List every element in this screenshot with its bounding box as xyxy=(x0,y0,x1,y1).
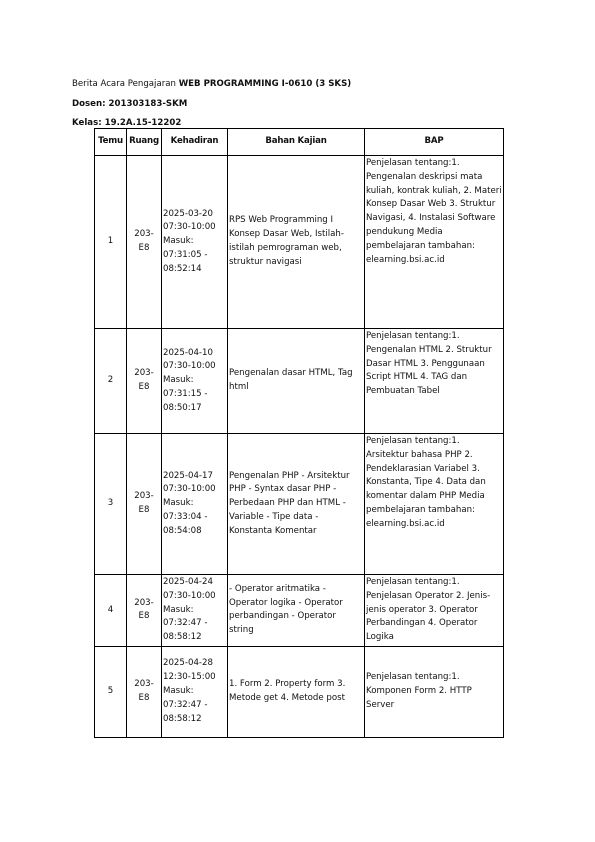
cell-ruang: 203- E8 xyxy=(127,156,162,329)
table-row xyxy=(95,329,504,434)
course-title xyxy=(72,78,351,98)
cell-kehadiran: 2025-04-10 07:30-10:00 Masuk: 07:31:15 - 08:50:17 xyxy=(162,329,228,434)
course-title-prefix: Berita Acara Pengajaran xyxy=(72,79,176,89)
cell-bahan-kajian: Pengenalan dasar HTML, Tag html xyxy=(228,329,365,434)
column-header-kehadiran: Kehadiran xyxy=(162,129,228,156)
cell-bap: Penjelasan tentang:1. Pengenalan HTML 2. Struktur Dasar HTML 3. Penggunaan Script HTML 4. TAG dan Pembuatan Tabel xyxy=(365,329,504,434)
cell-ruang: 203- E8 xyxy=(127,646,162,737)
cell-temu: 5 xyxy=(95,646,127,737)
cell-temu: 4 xyxy=(95,575,127,647)
cell-ruang: 203- E8 xyxy=(127,329,162,434)
table-row xyxy=(95,575,504,647)
table-row xyxy=(95,646,504,737)
column-header-ruang: Ruang xyxy=(127,129,162,156)
column-header-bap: BAP xyxy=(365,129,504,156)
cell-bahan-kajian: Pengenalan PHP - Arsitektur PHP - Syntax dasar PHP - Perbedaan PHP dan HTML - Variable - Tipe data - Konstanta Komentar xyxy=(228,434,365,575)
lecturer-line: Dosen: 201303183-SKM xyxy=(72,98,188,109)
column-header-bahan-kajian: Bahan Kajian xyxy=(228,129,365,156)
cell-bahan-kajian: 1. Form 2. Property form 3. Metode get 4. Metode post xyxy=(228,646,365,737)
teaching-report-table xyxy=(94,128,504,738)
cell-kehadiran: 2025-04-17 07:30-10:00 Masuk: 07:33:04 - 08:54:08 xyxy=(162,434,228,575)
cell-ruang: 203- E8 xyxy=(127,434,162,575)
cell-bap: Penjelasan tentang:1. Komponen Form 2. HTTP Server xyxy=(365,646,504,737)
cell-kehadiran: 2025-04-28 12:30-15:00 Masuk: 07:32:47 - 08:58:12 xyxy=(162,646,228,737)
course-title-name: WEB PROGRAMMING I-0610 (3 SKS) xyxy=(178,79,352,89)
table-row xyxy=(95,434,504,575)
cell-bahan-kajian: RPS Web Programming I Konsep Dasar Web, Istilah-istilah pemrograman web, struktur navigasi xyxy=(228,156,365,329)
cell-bap: Penjelasan tentang:1. Penjelasan Operator 2. Jenis-jenis operator 3. Operator Perbandingan 4. Operator Logika xyxy=(365,575,504,647)
column-header-temu: Temu xyxy=(95,129,127,156)
class-line: Kelas: 19.2A.15-12202 xyxy=(72,118,182,128)
cell-temu: 1 xyxy=(95,156,127,329)
cell-bahan-kajian: - Operator aritmatika - Operator logika - Operator perbandingan - Operator string xyxy=(228,575,365,647)
cell-bap: Penjelasan tentang:1. Pengenalan deskripsi mata kuliah, kontrak kuliah, 2. Materi Konsep Dasar Web 3. Struktur Navigasi, 4. Instalasi Software pendukung Media pembelajaran tambahan: elearning.bsi.ac.id xyxy=(365,156,504,329)
cell-temu: 3 xyxy=(95,434,127,575)
cell-temu: 2 xyxy=(95,329,127,434)
cell-kehadiran: 2025-04-24 07:30-10:00 Masuk: 07:32:47 - 08:58:12 xyxy=(162,575,228,647)
table-row xyxy=(95,156,504,329)
cell-bap: Penjelasan tentang:1. Arsitektur bahasa PHP 2. Pendeklarasian Variabel 3. Konstanta, Tipe 4. Data dan komentar dalam PHP Media pembelajaran tambahan: elearning.bsi.ac.id xyxy=(365,434,504,575)
cell-kehadiran: 2025-03-20 07:30-10:00 Masuk: 07:31:05 - 08:52:14 xyxy=(162,156,228,329)
table-header-row xyxy=(95,129,504,156)
cell-ruang: 203- E8 xyxy=(127,575,162,647)
